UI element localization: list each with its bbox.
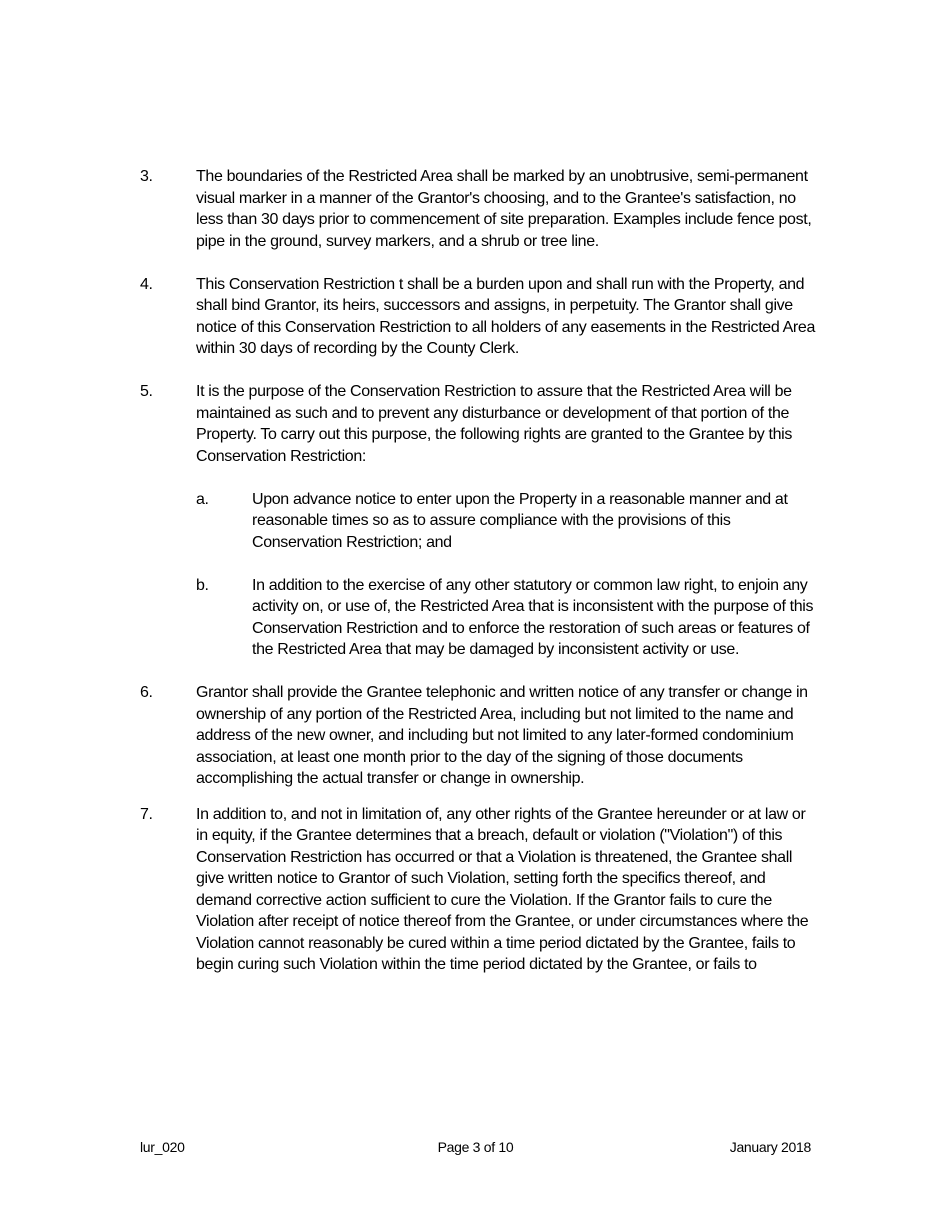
paragraph-6 [140, 682, 820, 790]
paragraph-number: 7. [140, 805, 153, 823]
subparagraph-letter: a. [196, 490, 209, 508]
paragraph-text: In addition to, and not in limitation of, any other rights of the Grantee hereunder or at law or in equity, if the Grantee determines that a breach, default or violation ("Violation") of this Conservation Restriction has occurred or that a Violation is threatened, the Grantee shall give written notice to Grantor of such Violation, setting forth the specifics thereof, and demand corrective action sufficient to cure the Violation. If the Grantor fails to cure the Violation after receipt of notice thereof from the Grantee, or under circumstances where the Violation cannot reasonably be cured within a time period dictated by the Grantee, fails to begin curing such Violation within the time period dictated by the Grantee, or fails to [196, 805, 809, 973]
footer-document-id: lur_020 [140, 1139, 185, 1155]
paragraph-text: It is the purpose of the Conservation Restriction to assure that the Restricted Area will be maintained as such and to prevent any disturbance or development of that portion of the Property. To carry out this purpose, the following rights are granted to the Grantee by this Conservation Restriction: [196, 383, 792, 465]
subparagraph-5a [196, 489, 820, 554]
footer-date: January 2018 [729, 1139, 811, 1155]
paragraph-3 [140, 166, 820, 252]
subparagraph-text: Upon advance notice to enter upon the Property in a reasonable manner and at reasonable times so as to assure compliance with the provisions of this Conservation Restriction; and [252, 490, 788, 551]
paragraph-number: 3. [140, 168, 153, 185]
document-body [140, 166, 820, 976]
paragraph-text: The boundaries of the Restricted Area shall be marked by an unobtrusive, semi-permanent visual marker in a manner of the Grantor's choosing, and to the Grantee's satisfaction, no less than 30 days prior to commencement of site preparation. Examples include fence post, pipe in the ground, survey markers, and a shrub or tree line. [196, 168, 812, 250]
paragraph-number: 4. [140, 275, 153, 293]
paragraph-4 [140, 274, 820, 360]
paragraph-number: 6. [140, 684, 153, 701]
paragraph-text: This Conservation Restriction t shall be a burden upon and shall run with the Property, and shall bind Grantor, its heirs, successors and assigns, in perpetuity. The Grantor shall give notice of this Conservation Restriction to all holders of any easements in the Restricted Area within 30 days of recording by the County Clerk. [196, 275, 815, 357]
subparagraph-5b [196, 575, 820, 661]
footer-page-number: Page 3 of 10 [437, 1139, 514, 1155]
paragraph-7 [140, 804, 820, 976]
paragraph-5 [140, 381, 820, 467]
paragraph-number: 5. [140, 383, 153, 400]
subparagraph-text: In addition to the exercise of any other statutory or common law right, to enjoin any activity on, or use of, the Restricted Area that is inconsistent with the purpose of this Conservation Restriction and to enforce the restoration of such areas or features of the Restricted Area that may be damaged by inconsistent activity or use. [252, 576, 814, 658]
subparagraph-letter: b. [196, 576, 209, 594]
paragraph-text: Grantor shall provide the Grantee telephonic and written notice of any transfer or change in ownership of any portion of the Restricted Area, including but not limited to the name and address of the new owner, and including but not limited to any later-formed condominium association, at least one month prior to the day of the signing of those documents accomplishing the actual transfer or change in ownership. [196, 684, 808, 787]
